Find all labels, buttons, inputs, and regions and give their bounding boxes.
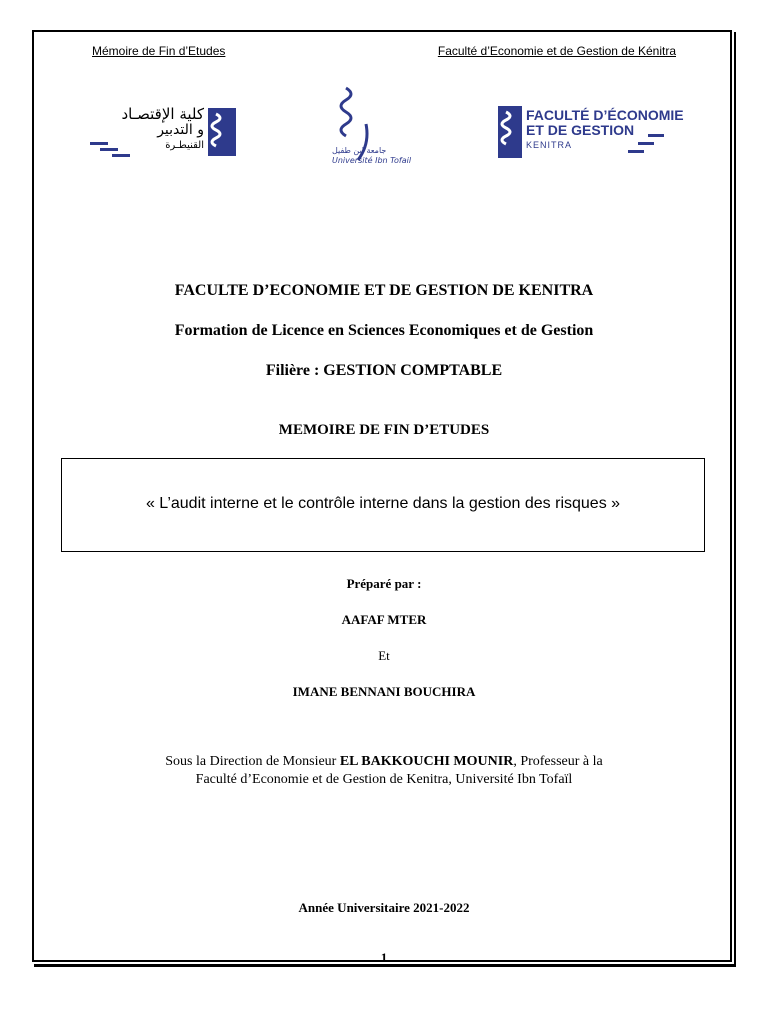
author-1: AAFAF MTER <box>341 612 427 627</box>
subject-box <box>61 458 705 552</box>
arabic-logo-line3: القنيطـرة <box>165 140 204 151</box>
direction-prefix: Sous la Direction de Monsieur <box>165 754 340 769</box>
arabic-logo-line2: و التدبير <box>157 122 204 138</box>
faculty-logo-arabic <box>90 100 240 164</box>
university-logo-latin: Université Ibn Tofail <box>332 156 412 165</box>
french-logo-line2: ET DE GESTION <box>526 122 635 138</box>
running-header <box>92 44 676 60</box>
prepared-label: Préparé par : <box>346 576 422 591</box>
formation-title: Formation de Licence en Sciences Economiques et de Gestion <box>174 322 594 339</box>
page-number: 1 <box>380 950 388 965</box>
university-logo <box>322 84 418 170</box>
faculty-logo-french <box>498 106 684 160</box>
arabic-logo-line1: كلية الإقتصـاد <box>121 105 204 123</box>
faculty-title: FACULTE D’ECONOMIE ET DE GESTION DE KENITRA <box>174 282 594 299</box>
direction-suffix: , Professeur à la <box>513 754 603 769</box>
direction-line-1 <box>0 754 768 770</box>
french-logo-line1: FACULTÉ D’ÉCONOMIE <box>526 107 684 123</box>
header-left: Mémoire de Fin d’Etudes <box>92 44 226 58</box>
page-border-shadow-right <box>734 32 736 967</box>
french-logo-line3: KENITRA <box>526 140 573 150</box>
faculty-logo-wave-icon <box>498 106 522 158</box>
subject-text: « L’audit interne et le contrôle interne dans la gestion des risques » <box>145 495 621 512</box>
faculty-logo-french-mark <box>498 106 522 158</box>
header-right: Faculté d’Economie et de Gestion de Kénitra <box>437 44 676 58</box>
faculty-logo-bars-icon <box>624 134 664 158</box>
academic-year: Année Universitaire 2021-2022 <box>298 900 470 915</box>
author-conjunction: Et <box>378 648 390 663</box>
direction-line-2: Faculté d’Economie et de Gestion de Kenitra, Université Ibn Tofaïl <box>195 772 573 787</box>
author-2: IMANE BENNANI BOUCHIRA <box>292 684 476 699</box>
memoire-title: MEMOIRE DE FIN D’ETUDES <box>278 422 490 438</box>
supervisor-name: EL BAKKOUCHI MOUNIR <box>339 754 514 769</box>
filiere-title: Filière : GESTION COMPTABLE <box>265 362 503 379</box>
university-logo-arabic: جامعة ابن طفيل <box>332 146 387 155</box>
